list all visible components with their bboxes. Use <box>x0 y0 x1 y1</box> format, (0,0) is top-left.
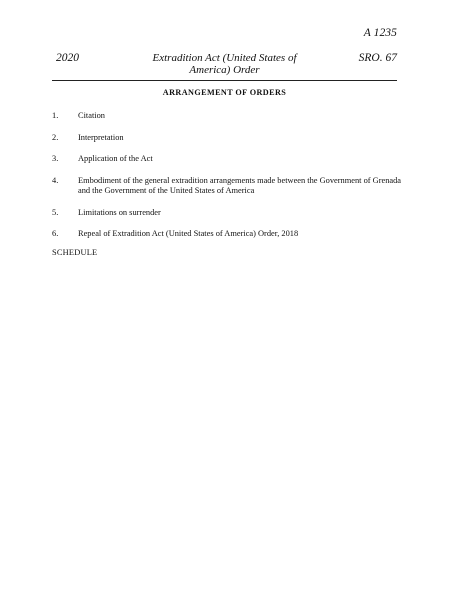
toc-item-2 <box>52 133 402 144</box>
toc-text: Limitations on surrender <box>78 207 161 217</box>
header-title-line-1: Extradition Act (United States of <box>152 52 297 64</box>
toc-number: 2. <box>52 132 59 142</box>
arrangement-title: ARRANGEMENT OF ORDERS <box>162 88 287 97</box>
toc-number: 6. <box>52 229 59 238</box>
header-title-line-2: America) Order <box>189 64 260 76</box>
header-title <box>52 52 397 76</box>
schedule-heading: SCHEDULE <box>52 248 98 257</box>
toc-text: Interpretation <box>78 132 124 142</box>
page-number: A 1235 <box>363 27 397 39</box>
header-divider <box>52 80 397 81</box>
toc-number: 5. <box>52 207 59 217</box>
toc-item-1 <box>52 111 402 122</box>
toc-text: Repeal of Extradition Act (United States of America) Order, 2018 <box>78 229 299 238</box>
toc-text: Embodiment of the general extradition arrangements made between the Government of Grenada and the Government of the United States of America <box>78 175 402 195</box>
toc-text: Citation <box>78 111 105 120</box>
toc-item-4 <box>52 176 402 197</box>
toc-number: 4. <box>52 175 59 185</box>
arrangement-list <box>52 111 402 251</box>
header-sro-number: SRO. 67 <box>358 52 397 64</box>
header-year: 2020 <box>56 52 79 64</box>
toc-item-5 <box>52 208 402 219</box>
running-header <box>52 50 397 79</box>
toc-number: 1. <box>52 111 59 120</box>
toc-number: 3. <box>52 154 59 163</box>
toc-item-3 <box>52 154 402 165</box>
toc-text: Application of the Act <box>78 154 153 163</box>
toc-item-6 <box>52 229 402 240</box>
